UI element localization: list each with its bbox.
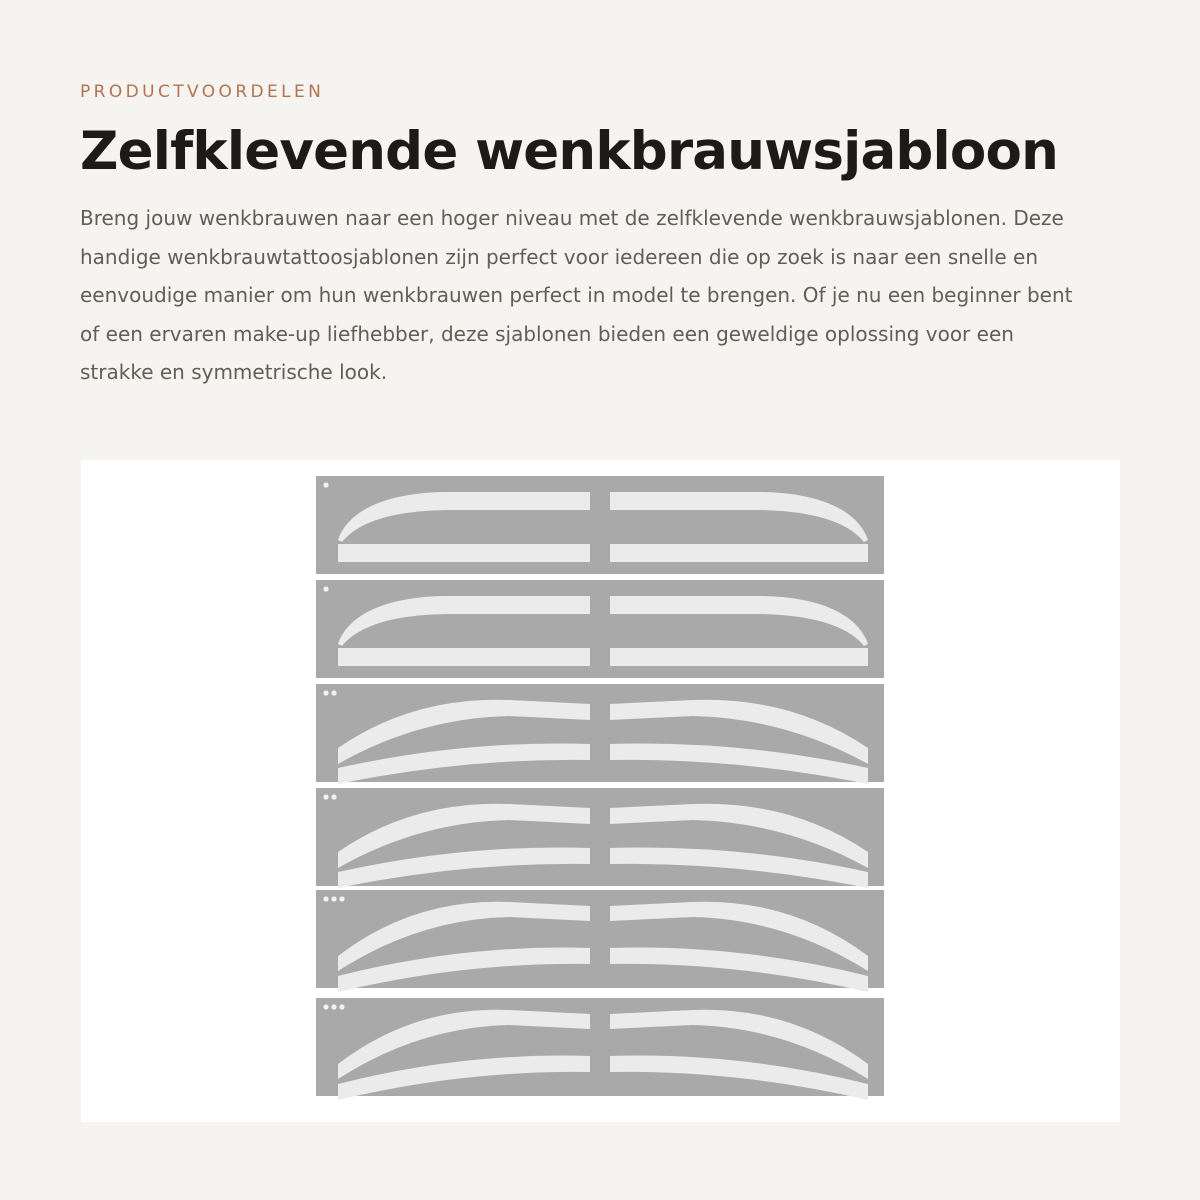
stencil-sheet xyxy=(316,998,884,1100)
eyebrow-stencil-sheets-illustration xyxy=(81,460,1120,1122)
size-dot xyxy=(323,690,328,695)
size-dot xyxy=(323,482,328,487)
size-dot xyxy=(331,794,336,799)
section-description: Breng jouw wenkbrauwen naar een hoger niveau met de zelfklevende wenkbrauwsjablonen. Deze handige wenkbrauwtattoosjablonen zijn perfect voor iedereen die op zoek is naar een snelle en eenvoudige manier om hun wenkbrauwen perfect in model te brengen. Of je nu een beginner bent of een ervaren make-up liefhebber, deze sjablonen bieden een geweldige oplossing voor een strakke en symmetrische look. xyxy=(80,206,1073,384)
stencil-sheet xyxy=(316,580,884,678)
size-dot xyxy=(331,896,336,901)
size-dot xyxy=(331,690,336,695)
size-dot xyxy=(323,586,328,591)
stencil-sheet xyxy=(316,788,884,888)
stencil-sheet xyxy=(316,476,884,574)
brow-bottom-band xyxy=(338,544,590,562)
product-image xyxy=(81,460,1120,1122)
size-dot xyxy=(323,1004,328,1009)
brow-bottom-band xyxy=(610,648,868,666)
size-dot xyxy=(323,896,328,901)
size-dot xyxy=(339,896,344,901)
stencil-sheet xyxy=(316,890,884,992)
size-dot xyxy=(323,794,328,799)
brow-bottom-band xyxy=(338,648,590,666)
brow-bottom-band xyxy=(610,544,868,562)
size-dot xyxy=(339,1004,344,1009)
page-title: Zelfklevende wenkbrauwsjabloon xyxy=(80,121,1059,182)
section-eyebrow: PRODUCTVOORDELEN xyxy=(80,82,325,102)
size-dot xyxy=(331,1004,336,1009)
stencil-sheet xyxy=(316,684,884,784)
